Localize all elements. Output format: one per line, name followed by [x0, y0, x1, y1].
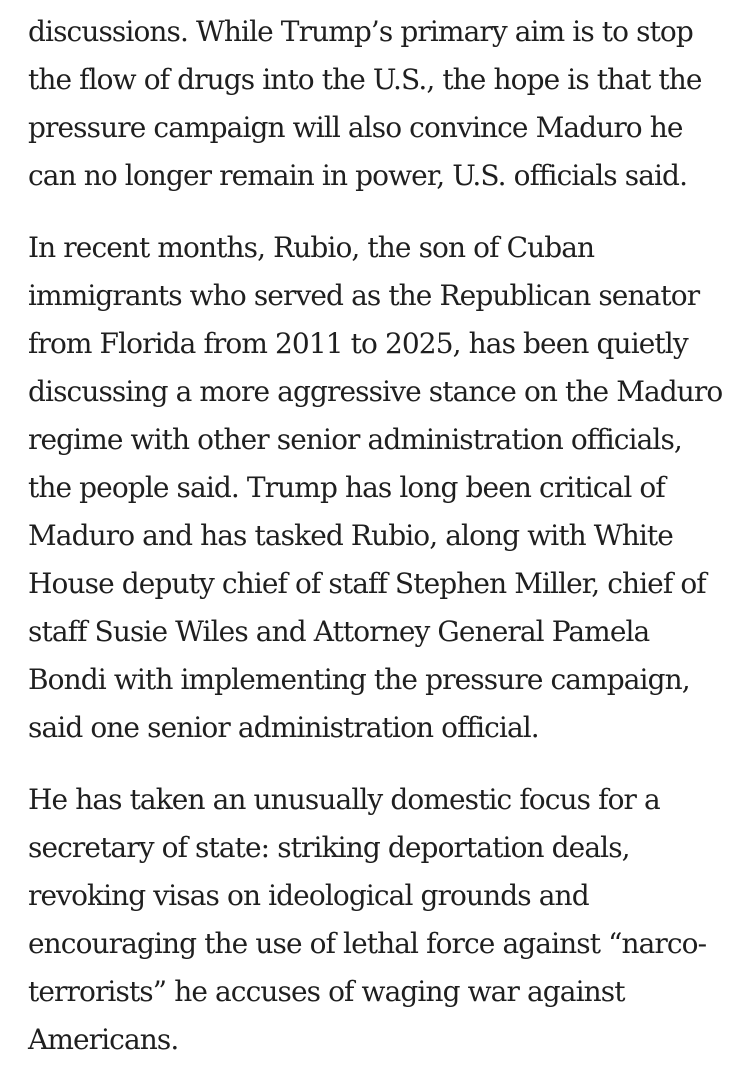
- text-line: regime with other senior administration officials,: [28, 423, 682, 456]
- text-line: said one senior administration official.: [28, 711, 539, 744]
- text-line: staff Susie Wiles and Attorney General Pamela: [28, 615, 650, 648]
- text-line: Maduro and has tasked Rubio, along with White: [28, 519, 673, 552]
- text-line: Americans.: [28, 1023, 179, 1056]
- text-line: Bondi with implementing the pressure campaign,: [28, 663, 690, 696]
- text-line: secretary of state: striking deportation deals,: [28, 831, 630, 864]
- article-paragraph: [28, 224, 728, 752]
- text-line: pressure campaign will also convince Maduro he: [28, 111, 683, 144]
- text-line: immigrants who served as the Republican senator: [28, 279, 700, 312]
- text-line: the people said. Trump has long been critical of: [28, 471, 665, 504]
- text-line: In recent months, Rubio, the son of Cuban: [28, 231, 595, 264]
- text-line: can no longer remain in power, U.S. officials said.: [28, 159, 688, 192]
- article-paragraph: [28, 776, 728, 1064]
- text-line: the flow of drugs into the U.S., the hope is that the: [28, 63, 702, 96]
- text-line: discussions. While Trump’s primary aim is to stop: [28, 15, 693, 48]
- text-line: encouraging the use of lethal force against “narco-: [28, 927, 707, 960]
- article-paragraph: [28, 8, 728, 200]
- text-line: House deputy chief of staff Stephen Miller, chief of: [28, 567, 706, 600]
- text-line: discussing a more aggressive stance on the Maduro: [28, 375, 723, 408]
- text-line: He has taken an unusually domestic focus for a: [28, 783, 660, 816]
- text-line: from Florida from 2011 to 2025, has been quietly: [28, 327, 688, 360]
- text-line: revoking visas on ideological grounds and: [28, 879, 589, 912]
- text-line: terrorists” he accuses of waging war against: [28, 975, 625, 1008]
- article-body: [28, 8, 728, 1088]
